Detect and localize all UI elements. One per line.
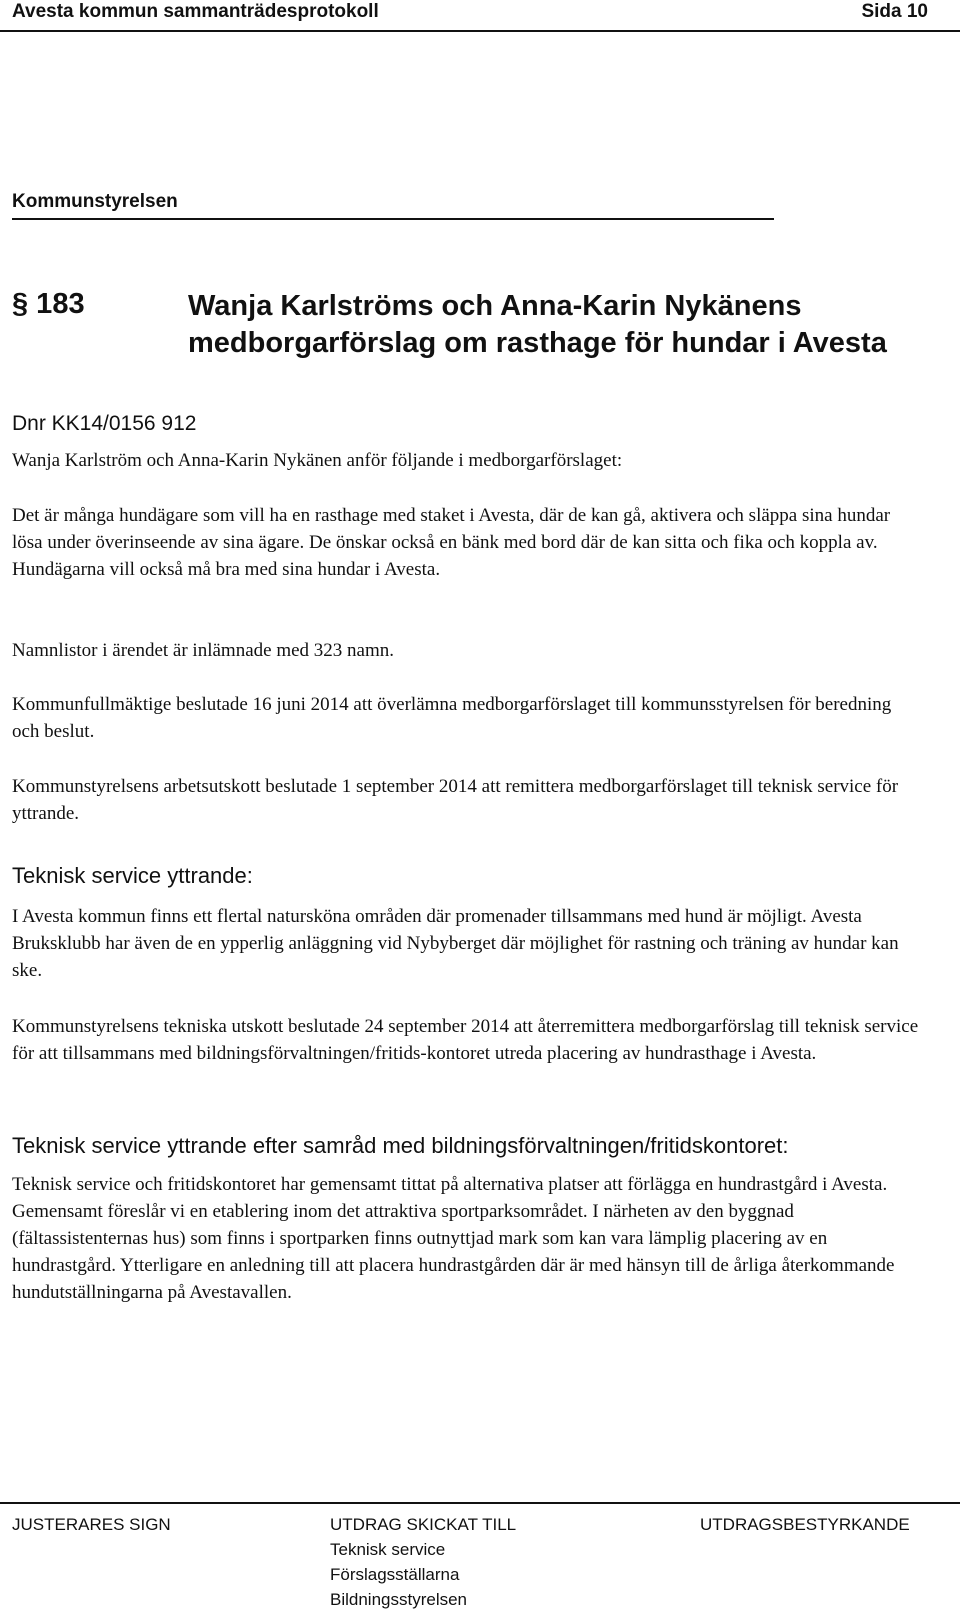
page-number: Sida 10	[861, 1, 928, 22]
paragraph-title: Wanja Karlströms och Anna-Karin Nykänens medborgarförslag om rasthage för hundar i Avesta	[188, 290, 887, 359]
names-text: Namnlistor i ärendet är inlämnade med 323 namn.	[12, 640, 394, 661]
body-label-underline	[12, 218, 774, 220]
technical-service-text: I Avesta kommun finns ett flertal natursköna områden där promenader tillsammans med hund är möjligt. Avesta Bruksklubb har även de en ypperlig anläggning vid Nybyberget där möjlighet för rastning och träning av hundar kan ske.	[12, 906, 899, 981]
intro-text: Wanja Karlström och Anna-Karin Nykänen anför följande i medborgarförslaget:	[12, 450, 623, 471]
footer-divider	[0, 1502, 960, 1504]
case-number: Dnr KK14/0156 912	[12, 412, 197, 435]
recipient-list	[330, 1537, 516, 1612]
header-divider	[0, 30, 960, 32]
committee-decision-text: Kommunstyrelsens arbetsutskott beslutade 1 september 2014 att remittera medborgarförslaget till teknisk service för yttrande.	[12, 776, 899, 824]
certified-label: UTDRAGSBESTYRKANDE	[700, 1515, 910, 1534]
recipient-item: Förslagsställarna	[330, 1565, 460, 1584]
sent-to-label: UTDRAG SKICKAT TILL	[330, 1515, 517, 1534]
signers-label: JUSTERARES SIGN	[12, 1515, 171, 1534]
sent-to-block	[330, 1512, 516, 1612]
body-label: Kommunstyrelsen	[12, 191, 178, 212]
council-decision-text: Kommunfullmäktige beslutade 16 juni 2014 att överlämna medborgarförslaget till kommunsstyrelsen för beredning och beslut.	[12, 694, 892, 742]
recipient-item: Teknisk service	[330, 1540, 446, 1559]
consultation-heading: Teknisk service yttrande efter samråd med bildningsförvaltningen/fritidskontoret:	[12, 1133, 789, 1158]
paragraph-number: § 183	[12, 288, 85, 320]
consultation-text: Teknisk service och fritidskontoret har gemensamt tittat på alternativa platser att förlägga en hundrastgård i Avesta. Gemensamt föreslår vi en etablering inom det attraktiva sportparksområdet. I närheten av den byggnad (fältassistenternas hus) som finns i sportparken finns outnyttjad mark som kan vara lämplig placering av en hundrastgård. Ytterligare en anledning till att placera hundrastgården där är med hänsyn till de årliga återkommande hundutställningarna på Avestavallen.	[12, 1174, 895, 1303]
document-title: Avesta kommun sammanträdesprotokoll	[12, 1, 379, 22]
technical-service-heading: Teknisk service yttrande:	[12, 863, 253, 888]
technical-committee-decision-text: Kommunstyrelsens tekniska utskott beslutade 24 september 2014 att återremittera medborgarförslag till teknisk service för att tillsammans med bildningsförvaltningen/fritids-kontoret utreda placering av hundrasthage i Avesta.	[12, 1016, 919, 1064]
proposal-text: Det är många hundägare som vill ha en rasthage med staket i Avesta, där de kan gå, aktivera och släppa sina hundar lösa under överinseende av sina ägare. De önskar också en bänk med bord där de kan sitta och fika och koppla av. Hundägarna vill också må bra med sina hundar i Avesta.	[12, 505, 891, 580]
recipient-item: Bildningsstyrelsen	[330, 1590, 468, 1609]
